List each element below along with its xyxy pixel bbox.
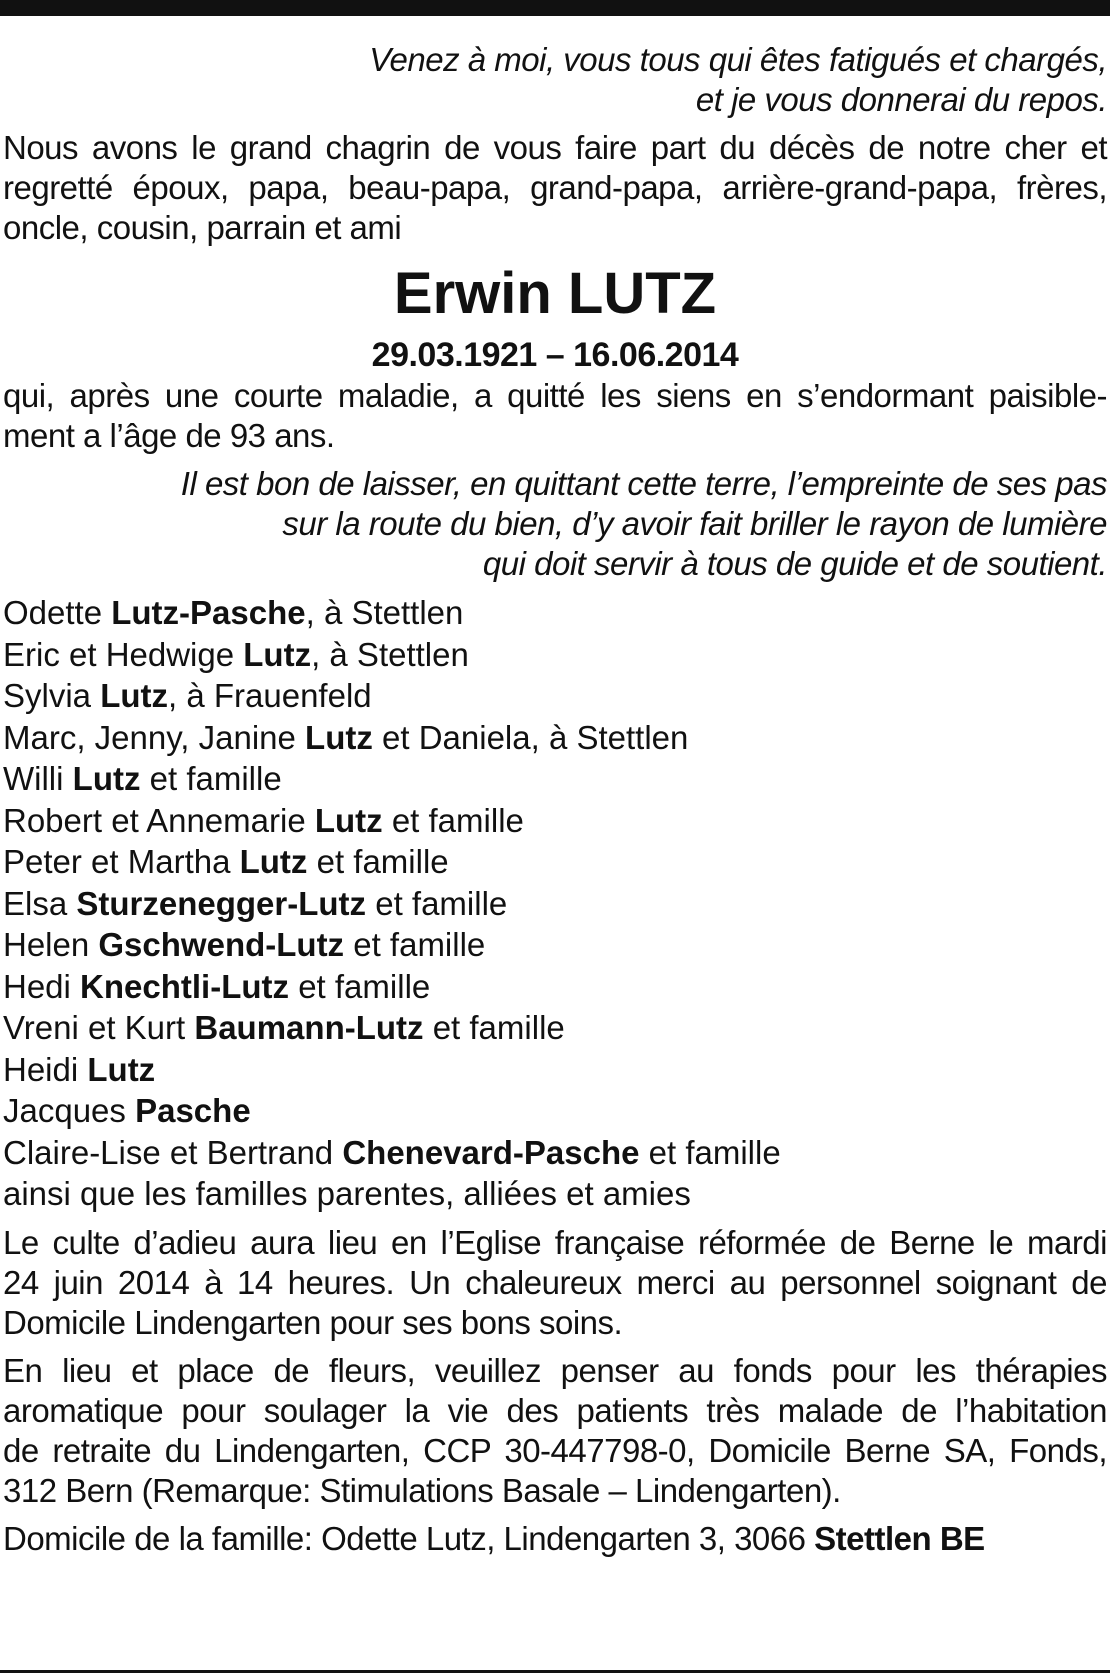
mourner-row — [3, 717, 1107, 759]
mourner-given-names: Elsa — [3, 884, 77, 922]
epigraph-line: et je vous donnerai du repos. — [695, 81, 1107, 118]
mourner-given-names: Heidi — [3, 1050, 88, 1088]
death-paragraph — [3, 376, 1107, 456]
service-paragraph — [3, 1223, 1107, 1343]
deceased-name: Erwin LUTZ — [393, 261, 717, 326]
mourner-given-names: ainsi que les familles parentes, alliées et amies — [3, 1175, 691, 1212]
mourner-surname: Knechtli-Lutz — [80, 967, 290, 1005]
mourner-surname: Lutz — [305, 718, 373, 756]
memorial-quote — [3, 464, 1107, 584]
mourner-surname: Pasche — [135, 1092, 251, 1129]
mourner-row — [3, 883, 1107, 925]
mourner-given-names: Claire-Lise et Bertrand — [3, 1133, 343, 1171]
mourner-row — [3, 758, 1107, 800]
mourner-surname: Lutz — [314, 801, 383, 839]
donation-line: de retraite du Lindengarten, CCP 30-447798-0, Domicile Berne SA, Fonds, — [3, 1431, 1107, 1469]
service-line: Le culte d’adieu aura lieu en l’Eglise française réformée de Berne le mardi — [3, 1223, 1107, 1261]
intro-line: Nous avons le grand chagrin de vous faire part du décès de notre cher et — [3, 129, 1107, 166]
quote-line: sur la route du bien, d’y avoir fait briller le rayon de lumière — [282, 505, 1107, 542]
family-address-locality: Stettlen BE — [814, 1519, 985, 1557]
intro-paragraph — [3, 128, 1107, 248]
mourner-row — [3, 1007, 1107, 1049]
mourner-location: et famille — [366, 884, 508, 922]
top-rule — [0, 0, 1110, 16]
mourner-given-names: Helen — [3, 926, 99, 963]
mourner-row — [3, 1173, 1107, 1215]
mourner-location: et famille — [140, 760, 282, 797]
mourner-location: et famille — [289, 967, 431, 1005]
mourner-row — [3, 800, 1107, 842]
mourner-surname: Lutz — [87, 1050, 156, 1088]
mourner-given-names: Marc, Jenny, Janine — [3, 718, 306, 756]
mourner-surname: Gschwend-Lutz — [98, 926, 345, 963]
mourner-given-names: Eric et Hedwige — [3, 635, 244, 673]
epigraph-line: Venez à moi, vous tous qui êtes fatigués et chargés, — [369, 41, 1107, 78]
intro-line: oncle, cousin, parrain et ami — [3, 209, 402, 246]
mourner-surname: Chenevard-Pasche — [342, 1133, 640, 1171]
mourner-surname: Lutz — [100, 677, 169, 714]
mourner-location: , à Stettlen — [305, 594, 464, 631]
mourner-row — [3, 1049, 1107, 1091]
mourner-surname: Sturzenegger-Lutz — [76, 884, 367, 922]
death-line: ment a l’âge de 93 ans. — [3, 417, 335, 454]
mourner-given-names: Odette — [3, 594, 112, 631]
mourner-location: et famille — [382, 801, 524, 839]
mourner-location: et famille — [307, 843, 449, 880]
quote-line: qui doit servir à tous de guide et de soutient. — [482, 545, 1107, 582]
mourner-row — [3, 1132, 1107, 1174]
donation-line: 312 Bern (Remarque: Stimulations Basale – Lindengarten). — [3, 1471, 841, 1509]
mourner-given-names: Vreni et Kurt — [3, 1009, 195, 1046]
family-address — [3, 1519, 1107, 1559]
mourner-surname: Lutz-Pasche — [111, 594, 306, 631]
mourner-location: et Daniela, à Stettlen — [372, 718, 689, 756]
mourner-row — [3, 841, 1107, 883]
mourner-given-names: Willi — [3, 760, 73, 797]
mourner-location: et famille — [344, 926, 486, 963]
mourner-surname: Lutz — [243, 635, 312, 673]
mourner-given-names: Peter et Martha — [3, 843, 240, 880]
donation-line: En lieu et place de fleurs, veuillez penser au fonds pour les thérapies — [3, 1351, 1107, 1389]
life-dates: 29.03.1921 – 16.06.2014 — [371, 336, 739, 374]
mourner-given-names: Robert et Annemarie — [3, 801, 315, 839]
mourner-given-names: Jacques — [3, 1092, 136, 1129]
mourner-row — [3, 966, 1107, 1008]
donation-line: aromatique pour soulager la vie des patients très malade de l’habitation — [3, 1391, 1107, 1429]
mourner-row — [3, 634, 1107, 676]
mourner-location: , à Stettlen — [311, 635, 469, 673]
mourner-surname: Lutz — [72, 760, 141, 797]
death-line: qui, après une courte maladie, a quitté les siens en s’endormant paisible- — [3, 377, 1107, 414]
intro-line: regretté époux, papa, beau-papa, grand-papa, arrière-grand-papa, frères, — [3, 169, 1107, 206]
mourner-location: , à Frauenfeld — [168, 677, 372, 714]
mourner-surname: Baumann-Lutz — [194, 1009, 424, 1046]
service-line: Domicile Lindengarten pour ses bons soins. — [3, 1303, 623, 1341]
mourner-list — [3, 592, 1107, 1215]
mourner-surname: Lutz — [239, 843, 308, 880]
mourner-row — [3, 924, 1107, 966]
bottom-rule — [0, 1670, 1110, 1673]
quote-line: Il est bon de laisser, en quittant cette terre, l’empreinte de ses pas — [180, 465, 1107, 502]
mourner-location: et famille — [423, 1009, 565, 1046]
obituary-notice — [3, 40, 1107, 1559]
mourner-given-names: Hedi — [3, 967, 81, 1005]
mourner-row — [3, 1090, 1107, 1132]
mourner-given-names: Sylvia — [3, 677, 101, 714]
service-line: 24 juin 2014 à 14 heures. Un chaleureux merci au personnel soignant de — [3, 1263, 1107, 1301]
mourner-location: et famille — [639, 1133, 781, 1171]
epigraph — [3, 40, 1107, 120]
mourner-row — [3, 675, 1107, 717]
family-address-text: Domicile de la famille: Odette Lutz, Lindengarten 3, 3066 — [3, 1519, 815, 1557]
donation-paragraph — [3, 1351, 1107, 1511]
mourner-row — [3, 592, 1107, 634]
